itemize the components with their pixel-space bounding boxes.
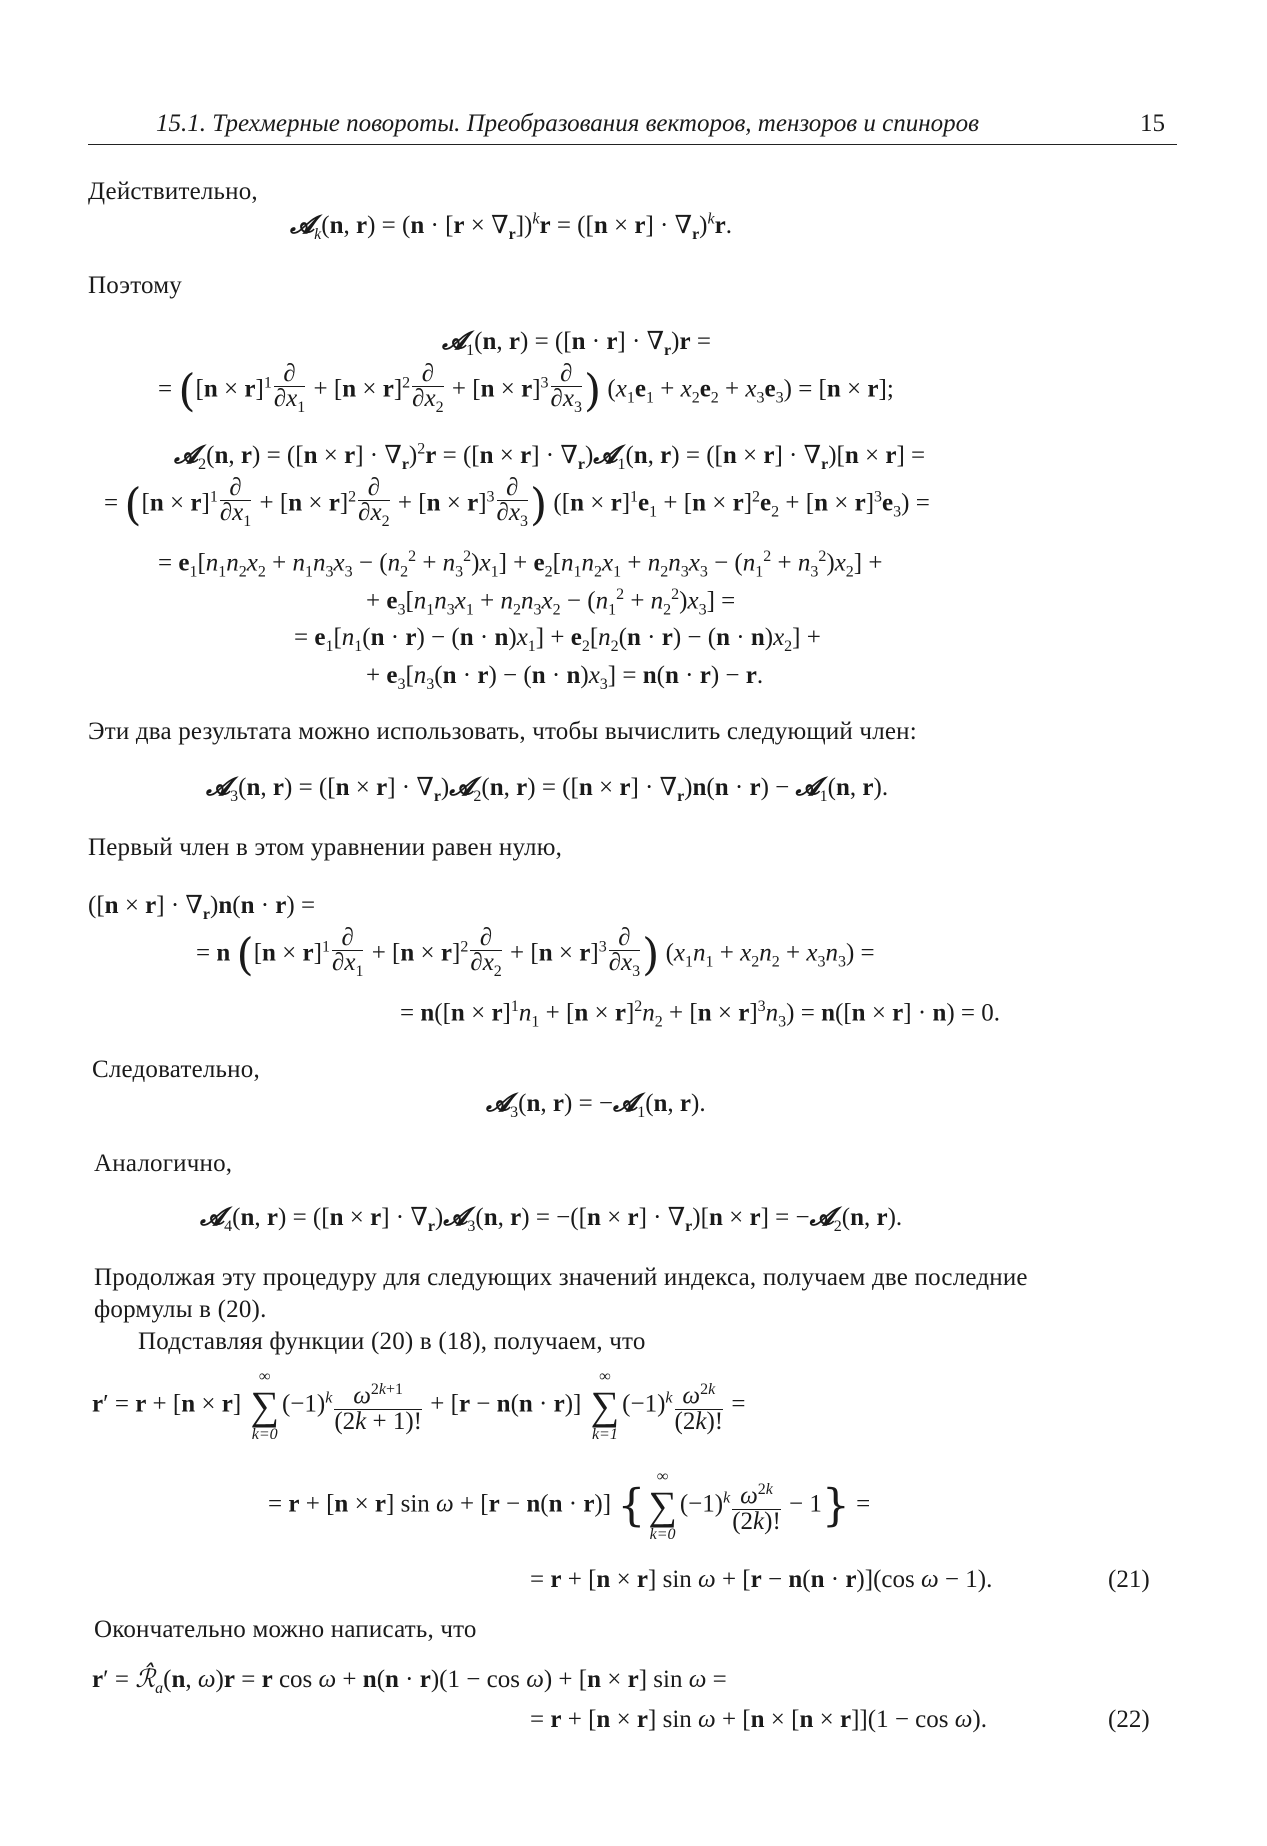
equation-r-prime-line3: = r + [n × r] sin ω + [r − n(n · r)](cos ω − 1). — [530, 1566, 993, 1593]
equation-number-22: (22) — [1108, 1706, 1150, 1733]
running-header — [88, 108, 1177, 145]
equation-A2-line2: = ($[n \times r]^1$ ∂ $\partial x_1$ + $[n \times r]^2$ ∂ $\partial x_2$ + $[n \times r]^3$ ∂ $\partial x_3$ ) $([n \times r]^1e_1 + [n \times r]^2e_2 + [n \times r]^3e_3)$ = — [104, 474, 930, 531]
paragraph-therefore: Поэтому — [88, 272, 182, 299]
paragraph-continuing-line2: формулы в (20). — [94, 1296, 267, 1323]
equation-r-prime-final-line2: = r + [n × r] sin ω + [n × [n × r]](1 − cos ω). — [530, 1706, 987, 1733]
paragraph-two-results: Эти два результата можно использовать, чтобы вычислить следующий член: — [88, 718, 917, 745]
paragraph-substituting: Подставляя функции (20) в (18), получаем, что — [138, 1328, 646, 1355]
equation-number-21: (21) — [1108, 1566, 1150, 1593]
equation-A2-line1: 𝓐$_2$(n, $r) = ([n \times r] \cdot \nabla_r)^2r = ([n \times r]$ · $\nabla_r)𝓐_1(n$, $r) = ([n \times r] \cdot \nabla_r)[n \times r]$ = — [174, 440, 926, 473]
equation-r-prime-line1: r′ = r + [n × r] ∞ ∑ k=0 $(-1)^k$ $\frac{\omega^{2k+1}}{(2k + 1)!}$ + [r − n(n · r)] ∞ ∑ k=1 $(-1)^k$ $\frac{\omega^{2k}}{(2k)!}$ = — [92, 1368, 746, 1443]
equation-A1-line1: 𝓐$_1$(n, $r) = ([n \cdot r] \cdot \nabla_r)r$ = — [442, 326, 711, 359]
equation-Ak: 𝓐$_k$(n, $r) = (n \cdot [r \times \nabla_r])^kr = ([n \times r] \cdot \nabla_r)^kr$. — [290, 210, 732, 243]
running-header-title: 15.1. Трехмерные повороты. Преобразования векторов, тензоров и спиноров — [156, 110, 979, 137]
equation-A2-line3: = $e_1[n_1n_2x_2 + n_1n_3x_3 - (n_2^2 + n_3^2)x_1] + e_2[n_1n_2x_1 + n_2n_3x_3 - (n_1^2 + n_3^2)x_2]$ + — [158, 548, 883, 581]
equation-A3: 𝓐$_3$(n, $r) = ([n \times r] \cdot \nabla_r)𝓐_2(n$, $r) = ([n \times r] \cdot \nabla_r)n(n \cdot r)$ − 𝓐$_1$(n, r). — [206, 772, 889, 805]
equation-zero-line3: = $n([n \times r]^1n_1 + [n \times r]^2n_2 + [n \times r]^3n_3) = n([n \times r] \cdot n) = 0$. — [400, 998, 1001, 1031]
equation-A2-line4: + $e_3[n_1n_3x_1 + n_2n_3x_2 - (n_1^2 + n_2^2)x_3]$ = — [366, 586, 736, 619]
equation-A4: 𝓐$_4$(n, $r) = ([n \times r] \cdot \nabla_r)𝓐_3(n$, $r) = -([n \times r] \cdot \nabla_r)[n \times r]$ = −𝓐$_2$(n, r). — [200, 1202, 903, 1235]
equation-r-prime-final-line1: $r' = ℛ̂_a(n$, ω)r = r cos ω + n(n · r)(1 − cos ω) + [n × r] sin ω = — [92, 1666, 727, 1697]
equation-A2-line6: + $e_3[n_3(n \cdot r) - (n \cdot n)x_3] = n(n \cdot r) - r$. — [366, 662, 764, 693]
paragraph-finally: Окончательно можно написать, что — [94, 1616, 477, 1643]
equation-A1-line2: = ($[n \times r]^1$ ∂ $\partial x_1$ + $[n \times r]^2$ ∂ $\partial x_2$ + $[n \times r]^3$ ∂ $\partial x_3$ ) $(x_1e_1 + x_2e_2 + x_3e_3) = [n \times r]$; — [158, 360, 894, 417]
page-number: 15 — [1140, 110, 1165, 137]
equation-r-prime-line2: = r + [n × r] sin ω + [r − n(n · r)] { ∞ ∑ k=0 $(-1)^k$ $\frac{\omega^{2k}}{(2k)!}$ − 1} = — [268, 1468, 871, 1543]
equation-A2-line5: = $e_1[n_1(n \cdot r) - (n \cdot n)x_1] + e_2[n_2(n \cdot r) - (n \cdot n)x_2]$ + — [294, 624, 821, 655]
equation-zero-line1: $([n \times r] \cdot \nabla_r)n(n \cdot r)$ = — [88, 892, 316, 923]
equation-zero-line2: = n ($[n \times r]^1$ ∂ $\partial x_1$ + $[n \times r]^2$ ∂ $\partial x_2$ + $[n \times r]^3$ ∂ $\partial x_3$ ) $(x_1n_1 + x_2n_2 + x_3n_3)$ = — [196, 924, 875, 981]
paragraph-continuing-line1: Продолжая эту процедуру для следующих значений индекса, получаем две последние — [94, 1264, 1028, 1291]
paragraph-first-term-zero: Первый член в этом уравнении равен нулю, — [88, 834, 563, 861]
equation-A3-result: 𝓐$_3$(n, r) = −𝓐$_1$(n, r). — [486, 1088, 706, 1121]
paragraph-indeed: Действительно, — [88, 178, 258, 205]
paragraph-similarly: Аналогично, — [94, 1150, 233, 1177]
paragraph-consequently: Следовательно, — [92, 1056, 260, 1083]
